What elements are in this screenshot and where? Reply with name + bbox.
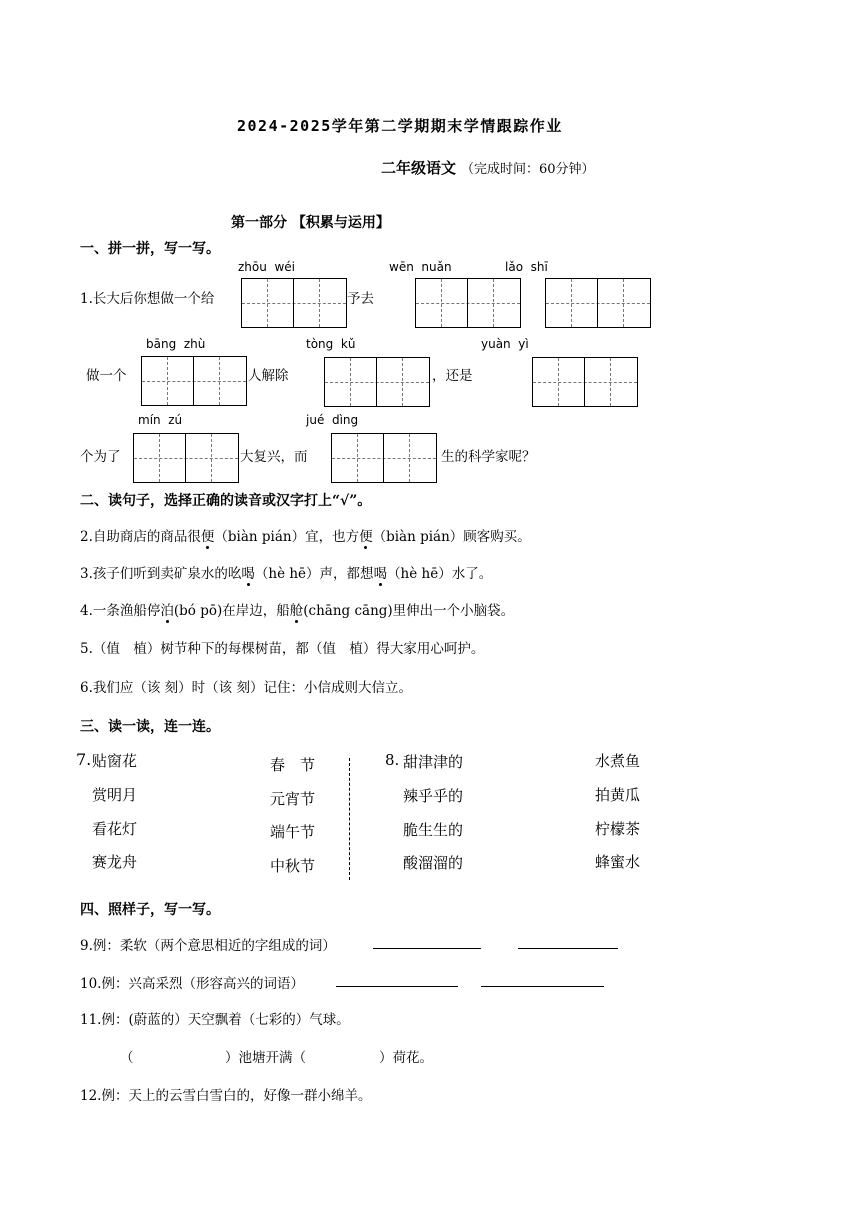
writing-grid-wennuan[interactable] bbox=[415, 278, 521, 328]
answer-blank[interactable] bbox=[481, 986, 604, 987]
question-12: 12.例：天上的云雪白雪白的，好像一群小绵羊。 bbox=[80, 1088, 372, 1104]
q11-middle: ）池塘开满（ bbox=[225, 1050, 306, 1066]
pinyin-jueding: jué dìng bbox=[306, 413, 359, 427]
q8-left-item[interactable]: 脆生生的 bbox=[403, 821, 464, 839]
section1-heading: 一、拼一拼，写一写。 bbox=[80, 241, 220, 257]
q7-left-item[interactable]: 赛龙舟 bbox=[92, 853, 138, 871]
pinyin-yuanyi: yuàn yì bbox=[481, 337, 529, 351]
q8-right-item[interactable]: 蜂蜜水 bbox=[595, 853, 641, 871]
fragment-gewei: 个为了 bbox=[80, 449, 121, 465]
writing-grid-jueding[interactable] bbox=[331, 433, 437, 483]
writing-grid-laoshi[interactable] bbox=[545, 278, 651, 328]
q7-right-item[interactable]: 元宵节 bbox=[270, 790, 316, 808]
fragment-qu: 予去 bbox=[347, 291, 374, 307]
pinyin-wennuan: wēn nuǎn bbox=[389, 260, 452, 274]
pinyin-zhouwei: zhōu wéi bbox=[238, 260, 296, 274]
q7-left-item[interactable]: 贴窗花 bbox=[92, 752, 138, 770]
q8-left-item[interactable]: 辣乎乎的 bbox=[403, 787, 464, 805]
q8-right-item[interactable]: 柠檬茶 bbox=[595, 820, 641, 838]
section4-heading: 四、照样子，写一写。 bbox=[80, 902, 220, 918]
time-note: （完成时间：60分钟） bbox=[461, 162, 595, 177]
fragment-daxing: 大复兴，而 bbox=[240, 449, 308, 465]
q1-prefix: 1.长大后你想做一个给 bbox=[80, 291, 215, 307]
fragment-jiechu: 人解除 bbox=[248, 368, 289, 384]
column-divider bbox=[349, 758, 350, 880]
q8-right-item[interactable]: 拍黄瓜 bbox=[595, 786, 641, 804]
pinyin-laoshi: lǎo shī bbox=[505, 260, 548, 274]
q7-right-item[interactable]: 春 节 bbox=[270, 756, 316, 774]
subject-label: 二年级语文 bbox=[381, 159, 457, 177]
question-2: 2.自助商店的商品很便（biàn pián）宜，也方便（biàn pián）顾客购买。 bbox=[80, 529, 531, 545]
section2-heading: 二、读句子，选择正确的读音或汉字打上“√”。 bbox=[80, 493, 372, 509]
answer-blank[interactable] bbox=[373, 948, 481, 949]
q7-left-item[interactable]: 赏明月 bbox=[92, 786, 138, 804]
question-10: 10.例：兴高采烈（形容高兴的词语） bbox=[80, 976, 304, 992]
q8-left-item[interactable]: 酸溜溜的 bbox=[403, 854, 464, 872]
writing-grid-minzu[interactable] bbox=[133, 433, 239, 483]
question-11: 11.例：(蔚蓝的）天空飘着（七彩的）气球。 bbox=[80, 1012, 350, 1028]
q7-number: 7. bbox=[76, 750, 92, 769]
answer-blank[interactable] bbox=[518, 948, 618, 949]
q8-right-item[interactable]: 水煮鱼 bbox=[595, 752, 641, 770]
q7-left-item[interactable]: 看花灯 bbox=[92, 820, 138, 838]
question-9: 9.例：柔软（两个意思相近的字组成的词） bbox=[80, 938, 336, 954]
page-title: 2024-2025学年第二学期期末学情跟踪作业 bbox=[237, 117, 563, 135]
writing-grid-zhouwei[interactable] bbox=[241, 278, 347, 328]
writing-grid-tongku[interactable] bbox=[324, 357, 430, 407]
pinyin-bangzhu: bāng zhù bbox=[146, 337, 206, 351]
fragment-sheng: 生的科学家呢？ bbox=[441, 449, 536, 465]
question-5: 5.（值 植）树节种下的每棵树苗，都（值 植）得大家用心呵护。 bbox=[80, 641, 485, 657]
answer-blank[interactable] bbox=[336, 986, 458, 987]
section3-heading: 三、读一读，连一连。 bbox=[80, 719, 220, 735]
q11-open-paren: （ bbox=[120, 1050, 134, 1066]
fragment-haishi: ，还是 bbox=[432, 368, 473, 384]
question-4: 4.一条渔船停泊(bó pō)在岸边，船舱(chāng cāng)里伸出一个小脑袋。 bbox=[80, 603, 515, 619]
writing-grid-yuanyi[interactable] bbox=[532, 357, 638, 407]
q11-end: ）荷花。 bbox=[379, 1050, 433, 1066]
writing-grid-bangzhu[interactable] bbox=[141, 356, 247, 406]
pinyin-minzu: mín zú bbox=[138, 413, 183, 427]
q8-number: 8. bbox=[385, 751, 400, 769]
q7-right-item[interactable]: 中秋节 bbox=[270, 857, 316, 875]
question-3: 3.孩子们听到卖矿泉水的吆喝（hè hē）声，都想喝（hè hē）水了。 bbox=[80, 566, 493, 582]
question-6: 6.我们应（该 刻）时（该 刻）记住：小信成则大信立。 bbox=[80, 680, 412, 696]
q8-left-item[interactable]: 甜津津的 bbox=[403, 753, 464, 771]
fragment-zuo: 做一个 bbox=[86, 368, 127, 384]
q7-right-item[interactable]: 端午节 bbox=[270, 823, 316, 841]
part-title: 第一部分 【积累与运用】 bbox=[231, 215, 390, 231]
pinyin-tongku: tòng kǔ bbox=[306, 337, 356, 351]
